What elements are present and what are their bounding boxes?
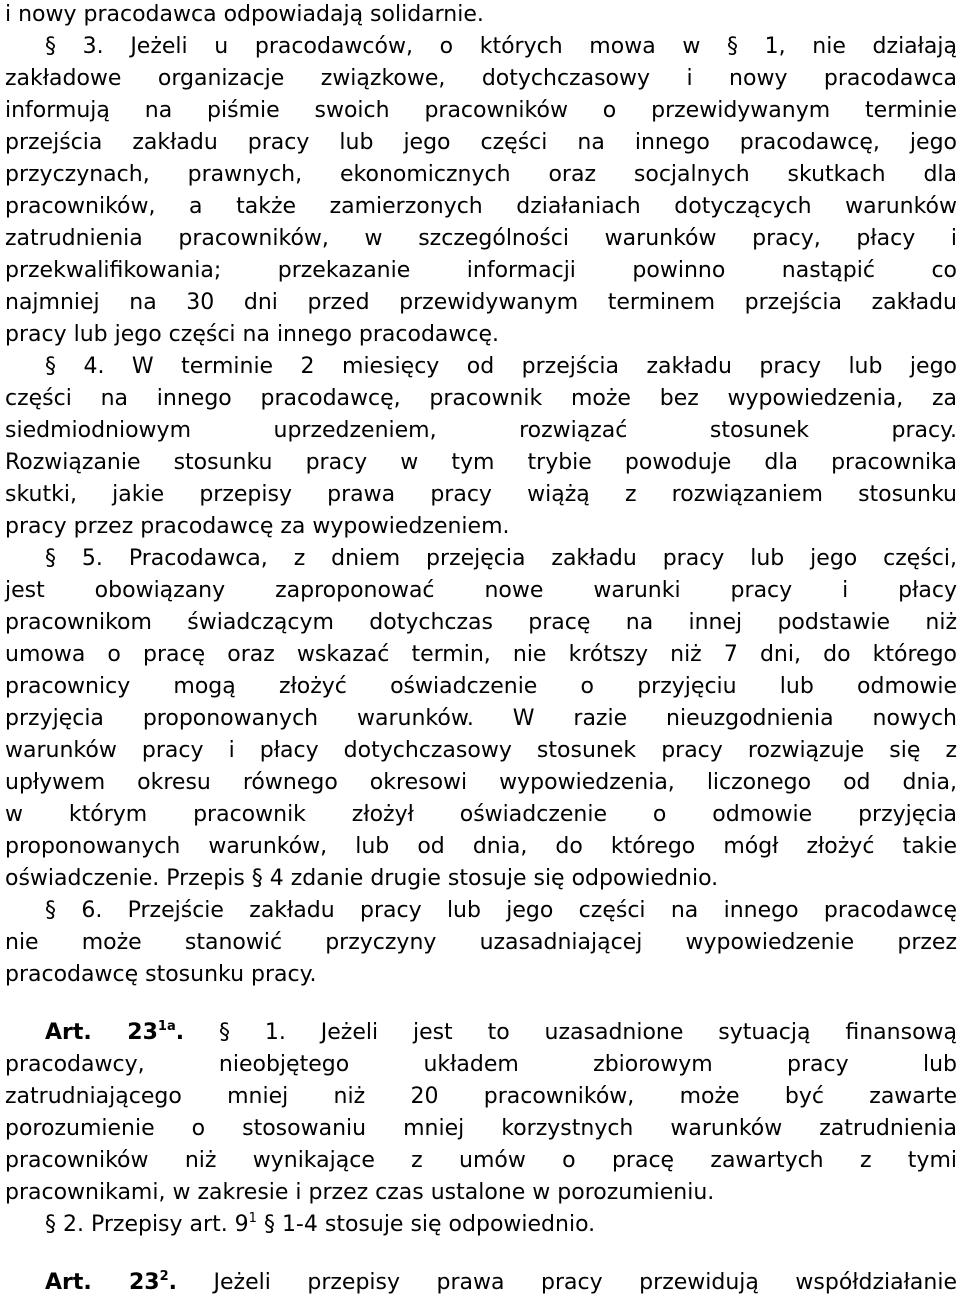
text-line: pracownikami, w zakresie i przez czas ustalone w porozumieniu. [5, 1180, 715, 1205]
article-23-2-heading-line: Art. $23^2$. Jeżeli przepisy prawa pracy przewidują współdziałanie [45, 1269, 957, 1295]
text-line: § 5. Pracodawca, z dniem przejęcia zakładu pracy lub jego części, [45, 546, 957, 571]
text-line: pracodawcy, nieobjętego układem zbiorowym pracy lub [5, 1052, 957, 1077]
text-line: przejścia zakładu pracy lub jego części na innego pracodawcę, jego [5, 130, 957, 155]
text-line: pracownicy mogą złożyć oświadczenie o przyjęciu lub odmowie [5, 674, 957, 699]
text-line: pracownikom świadczącym dotychczas pracę na innej podstawie niż [5, 610, 957, 635]
text-line: zatrudniającego mniej niż 20 pracowników, może być zawarte [5, 1084, 957, 1109]
text-line: przekwalifikowania; przekazanie informacji powinno nastąpić co [5, 258, 957, 283]
text-line: pracy lub jego części na innego pracodawcę. [5, 322, 500, 347]
text-line: przyjęcia proponowanych warunków. W razie nieuzgodnienia nowych [5, 706, 957, 731]
text-line: jest obowiązany zaproponować nowe warunki pracy i płacy [5, 578, 957, 603]
text-line: siedmiodniowym uprzedzeniem, rozwiązać stosunek pracy. [5, 418, 957, 443]
text-line: proponowanych warunków, lub od dnia, do którego mógł złożyć takie [5, 834, 957, 859]
text-line: zakładowe organizacje związkowe, dotychczasowy i nowy pracodawca [5, 66, 957, 91]
text-line: upływem okresu równego okresowi wypowiedzenia, liczonego od dnia, [5, 770, 957, 795]
text-line: informują na piśmie swoich pracowników o przewidywanym terminie [5, 98, 957, 123]
article-23-1a-heading-line: Art. $23^{1a}$. § 1. Jeżeli jest to uzasadnione sytuacją finansową [45, 1019, 957, 1045]
paragraph-2-line: § 2. Przepisy art. $9^1$ § 1-4 stosuje się odpowiednio. [45, 1211, 596, 1237]
text-line: warunków pracy i płacy dotychczasowy stosunek pracy rozwiązuje się z [5, 738, 957, 763]
text-line: umowa o pracę oraz wskazać termin, nie krótszy niż 7 dni, do którego [5, 642, 957, 667]
text-line: oświadczenie. Przepis § 4 zdanie drugie stosuje się odpowiednio. [5, 866, 719, 891]
text-line: skutki, jakie przepisy prawa pracy wiążą z rozwiązaniem stosunku [5, 482, 957, 507]
text-line: pracodawcę stosunku pracy. [5, 962, 317, 987]
text-line: Rozwiązanie stosunku pracy w tym trybie powoduje dla pracownika [5, 450, 957, 475]
text-line: § 4. W terminie 2 miesięcy od przejścia zakładu pracy lub jego [45, 354, 957, 379]
text-line: nie może stanowić przyczyny uzasadniającej wypowiedzenie przez [5, 930, 957, 955]
text-line: pracowników, a także zamierzonych działaniach dotyczących warunków [5, 194, 957, 219]
article-label: Art. $23^2$. [45, 1269, 177, 1295]
text-line: pracy przez pracodawcę za wypowiedzeniem. [5, 514, 510, 539]
text-line: § 6. Przejście zakładu pracy lub jego części na innego pracodawcę [45, 898, 957, 923]
text-line: zatrudnienia pracowników, w szczególności warunków pracy, płacy i [5, 226, 957, 251]
text-line: pracowników niż wynikające z umów o pracę zawartych z tymi [5, 1148, 957, 1173]
text-line: i nowy pracodawca odpowiadają solidarnie. [5, 2, 484, 27]
text-line: w którym pracownik złożył oświadczenie o odmowie przyjęcia [5, 802, 957, 827]
text-line: części na innego pracodawcę, pracownik może bez wypowiedzenia, za [5, 386, 957, 411]
text-line: najmniej na 30 dni przed przewidywanym terminem przejścia zakładu [5, 290, 957, 315]
text-line: przyczynach, prawnych, ekonomicznych oraz socjalnych skutkach dla [5, 162, 957, 187]
text-line: § 3. Jeżeli u pracodawców, o których mowa w § 1, nie działają [45, 34, 957, 59]
article-label: Art. $23^{1a}$. [45, 1019, 185, 1045]
text-line: porozumienie o stosowaniu mniej korzystnych warunków zatrudnienia [5, 1116, 957, 1141]
